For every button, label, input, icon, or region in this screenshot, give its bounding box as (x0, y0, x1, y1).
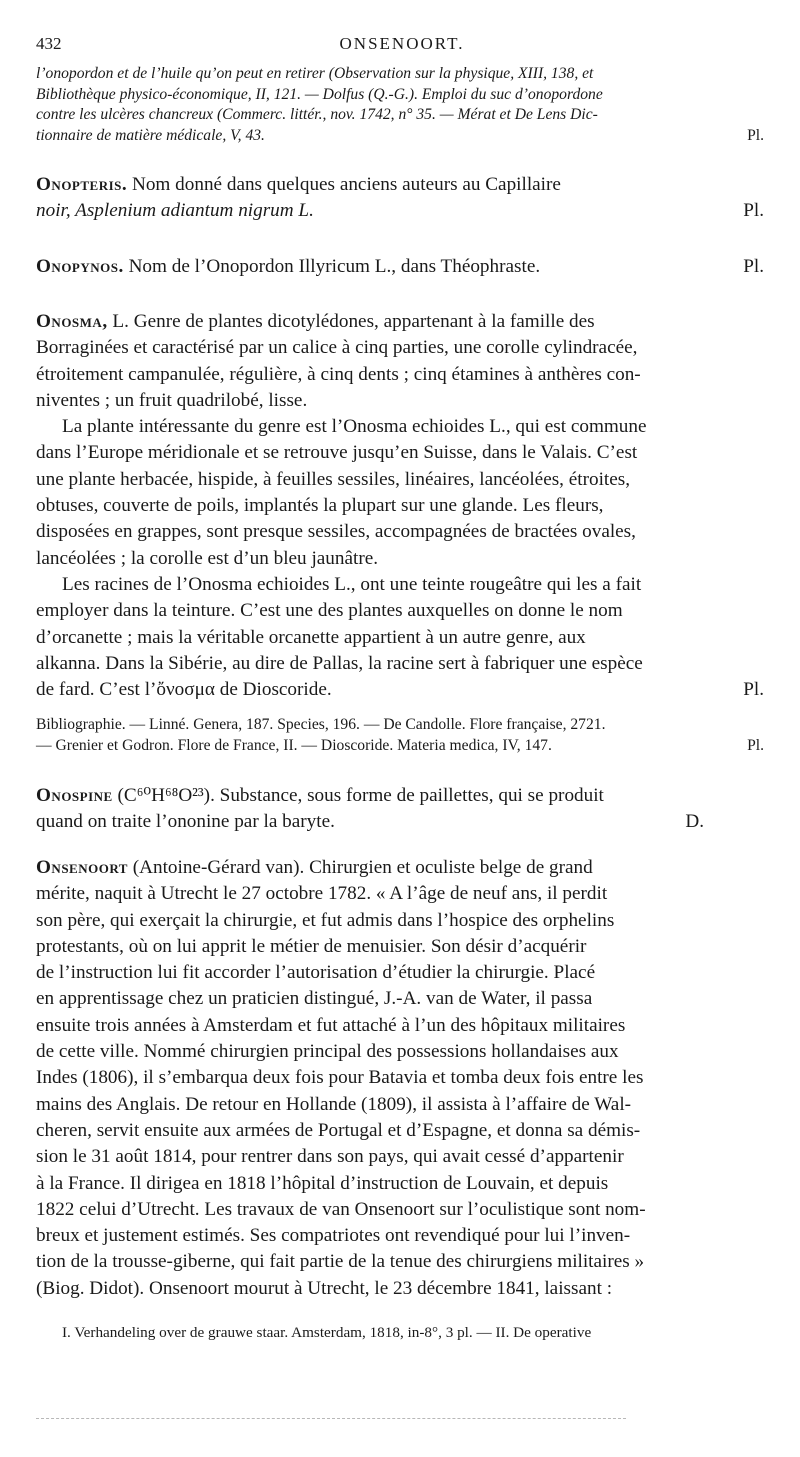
text-line: Les racines de l’Onosma echioides L., ont une teinte rougeâtre qui les a fait (62, 573, 642, 595)
text-line: Onospine (C⁶⁰H⁶⁸O²³). Substance, sous forme de paillettes, qui se produit (36, 785, 604, 806)
text-line: l’onopordon et de l’huile qu’on peut en retirer (Observation sur la physique, XIII, 138, et (36, 65, 594, 82)
running-header (36, 34, 768, 58)
text-line: alkanna. Dans la Sibérie, au dire de Pallas, la racine sert à fabriquer une espèce (36, 652, 643, 674)
text-line: cheren, servit ensuite aux armées de Portugal et d’Espagne, et donna sa démis- (36, 1119, 641, 1141)
text-line: Onosma, L. Genre de plantes dicotylédones, appartenant à la famille des (36, 311, 595, 332)
text-line: une plante herbacée, hispide, à feuilles sessiles, linéaires, lancéolées, étroites, (36, 468, 631, 490)
text-line: Indes (1806), il s’embarqua deux fois pour Batavia et tomba deux fois entre les (36, 1067, 644, 1089)
signature: Pl. (743, 200, 764, 222)
signature: Pl. (747, 126, 764, 144)
text-line: I. Verhandeling over de grauwe staar. Amsterdam, 1818, in-8°, 3 pl. — II. De operative (62, 1324, 592, 1341)
text-line: obtuses, couverte de poils, implantés la plupart sur une glande. Les fleurs, (36, 495, 604, 517)
headword: Onopynos. (36, 256, 124, 277)
text-line: tionnaire de matière médicale, V, 43. Pl. (36, 126, 764, 147)
footer-rule (36, 1418, 626, 1419)
text-line: d’orcanette ; mais la véritable orcanette appartient à un autre genre, aux (36, 626, 586, 648)
running-title: ONSENOORT. (339, 34, 465, 53)
text-line: sion le 31 août 1814, pour rentrer dans son pays, qui avait cessé d’appartenir (36, 1146, 624, 1168)
text-line: Borraginées et caractérisé par un calice à cinq parties, une corolle cylindracée, (36, 337, 638, 359)
text-line: Bibliothèque physico-économique, II, 121. — Dolfus (Q.-G.). Emploi du suc d’onopordone (36, 85, 603, 103)
chemical-formula: (C⁶⁰H⁶⁸O²³). (112, 785, 215, 806)
text-line: en apprentissage chez un praticien distingué, J.-A. van de Water, il passa (36, 988, 593, 1010)
text-line: contre les ulcères chancreux (Commerc. littér., nov. 1742, n° 35. — Mérat et De Lens Dic- (36, 106, 598, 123)
signature: Pl. (747, 736, 764, 754)
entry-onosma (36, 309, 764, 703)
signature: D. (685, 811, 704, 833)
text-line: de l’instruction lui fit accorder l’autorisation d’étudier la chirurgie. Placé (36, 962, 596, 984)
text-line: mérite, naquit à Utrecht le 27 octobre 1782. « A l’âge de neuf ans, il perdit (36, 883, 608, 905)
text-line: noir, Asplenium adiantum nigrum L. Pl. (36, 198, 764, 224)
text-line: disposées en grappes, sont presque sessiles, accompagnées de bractées ovales, (36, 521, 636, 543)
text-line: employer dans la teinture. C’est une des plantes auxquelles on donne le nom (36, 600, 623, 622)
entry-onsenoort (36, 855, 764, 1302)
text-line: mains des Anglais. De retour en Hollande (1809), il assista à l’affaire de Wal- (36, 1093, 632, 1115)
text-line: (Biog. Didot). Onsenoort mourut à Utrecht, le 23 décembre 1841, laissant : (36, 1277, 613, 1299)
entry-onopordon-continuation (36, 64, 764, 146)
text-line: niventes ; un fruit quadrilobé, lisse. (36, 389, 308, 411)
signature: Pl. (743, 679, 764, 701)
works-list (36, 1322, 764, 1344)
page-number: 432 (36, 34, 62, 53)
text-line: — Grenier et Godron. Flore de France, II. — Dioscoride. Materia medica, IV, 147. Pl. (36, 736, 764, 757)
entry-onopynos (36, 254, 764, 280)
entry-onopteris (36, 172, 764, 225)
text-line: à la France. Il dirigea en 1818 l’hôpital d’instruction de Louvain, et depuis (36, 1172, 609, 1194)
text-line: Bibliographie. — Linné. Genera, 187. Species, 196. — De Candolle. Flore française, 2721. (36, 716, 606, 733)
text-line: La plante intéressante du genre est l’Onosma echioides L., qui est commune (62, 416, 647, 438)
text-line: ensuite trois années à Amsterdam et fut attaché à l’un des hôpitaux militaires (36, 1014, 626, 1036)
bibliography (36, 715, 764, 756)
text-line: tion de la trousse-giberne, qui fait partie de la tenue des chirurgiens militaires » (36, 1251, 645, 1273)
signature: Pl. (743, 256, 764, 277)
text-line: son père, qui exerçait la chirurgie, et fut admis dans l’hospice des orphelins (36, 909, 615, 931)
text-line: breux et justement estimés. Ses compatriotes ont revendiqué pour lui l’inven- (36, 1225, 631, 1247)
headword: Onosma, (36, 311, 108, 332)
text-line: Onsenoort (Antoine-Gérard van). Chirurgien et oculiste belge de grand (36, 857, 593, 878)
text-line: lancéolées ; la corolle est d’un bleu jaunâtre. (36, 547, 379, 569)
text-line: dans l’Europe méridionale et se retrouve jusqu’en Suisse, dans le Valais. C’est (36, 442, 638, 464)
text-line: quand on traite l’ononine par la baryte. D. (36, 809, 764, 835)
text-line: de fard. C’est l’ὄνοσμα de Dioscoride. Pl. (36, 677, 764, 703)
headword: Onospine (36, 785, 113, 806)
text-line: de cette ville. Nommé chirurgien principal des possessions hollandaises aux (36, 1041, 619, 1063)
headword: Onopteris. (36, 174, 128, 195)
text-line: 1822 celui d’Utrecht. Les travaux de van Onsenoort sur l’oculistique sont nom- (36, 1198, 646, 1220)
text-line: Onopynos. Nom de l’Onopordon Illyricum L., dans Théophraste. Pl. (36, 254, 764, 280)
entry-onospine (36, 783, 764, 836)
text-line: protestants, où on lui apprit le métier de menuisier. Son désir d’acquérir (36, 935, 587, 957)
text-line: Onopteris. Nom donné dans quelques anciens auteurs au Capillaire (36, 174, 561, 195)
headword: Onsenoort (36, 857, 128, 878)
text-line: étroitement campanulée, régulière, à cinq dents ; cinq étamines à anthères con- (36, 363, 641, 385)
